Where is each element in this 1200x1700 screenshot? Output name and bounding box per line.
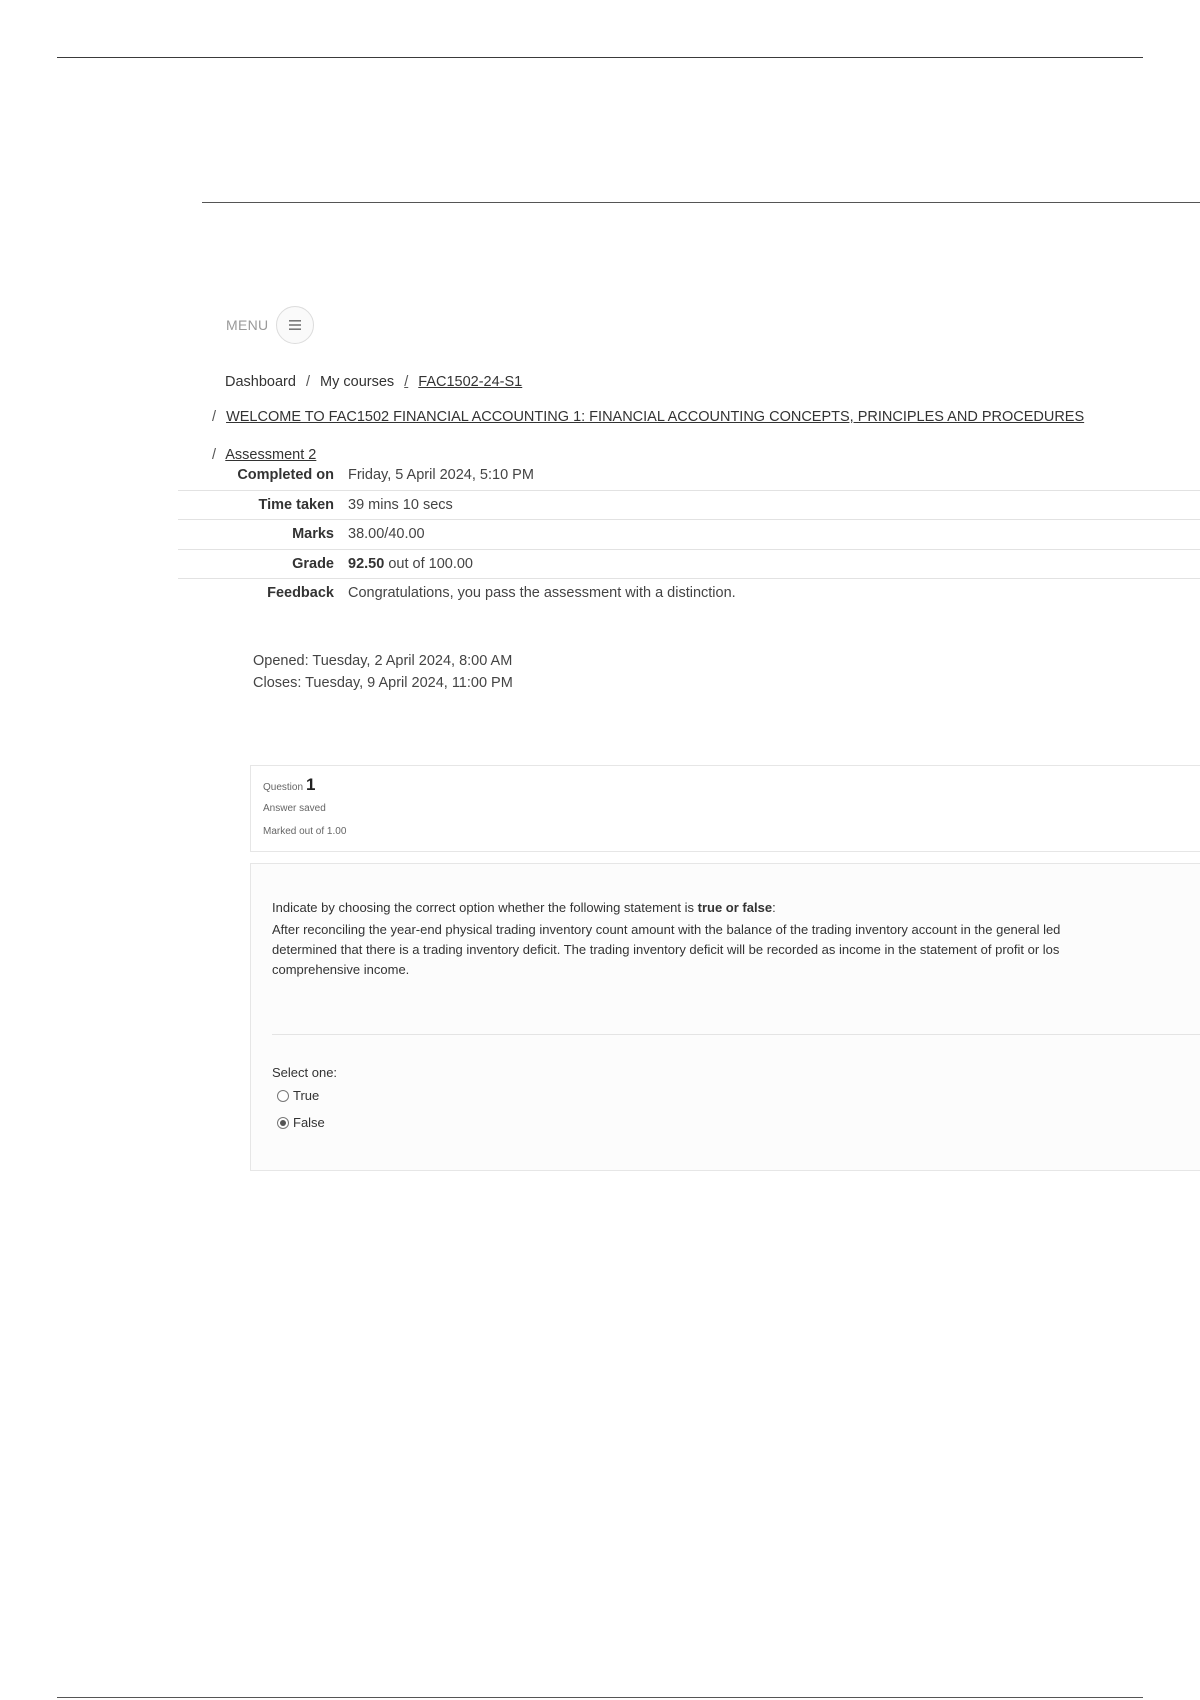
breadcrumb-separator: / — [212, 409, 217, 425]
time-value: 39 mins 10 secs — [348, 496, 453, 513]
attempt-summary — [178, 461, 1200, 608]
completed-label: Completed on — [237, 467, 334, 483]
question-statement-line: determined that there is a trading inventory deficit. The trading inventory deficit will be recorded as income in the statement of profit or los — [272, 942, 1060, 957]
summary-row-feedback — [178, 579, 1200, 608]
option-true[interactable] — [277, 1088, 319, 1103]
grade-score: 92.50 — [348, 555, 385, 572]
question-divider — [272, 1034, 1200, 1035]
menu-button[interactable] — [276, 306, 314, 344]
select-one-prompt: Select one: — [272, 1065, 338, 1080]
question-statement-line: After reconciling the year-end physical trading inventory count amount with the balance of the trading inventory account in the general led — [272, 922, 1061, 937]
question-state: Answer saved — [263, 803, 326, 814]
breadcrumb-separator: / — [404, 374, 409, 390]
bottom-rule — [57, 1697, 1143, 1698]
option-false-label: False — [293, 1115, 325, 1130]
opened-date: Opened: Tuesday, 2 April 2024, 8:00 AM — [253, 653, 513, 669]
breadcrumb-course-code[interactable]: FAC1502-24-S1 — [418, 374, 523, 390]
breadcrumb-separator: / — [305, 374, 310, 390]
grade-label: Grade — [292, 555, 334, 572]
marks-label: Marks — [292, 526, 334, 542]
instruction-prefix: Indicate by choosing the correct option whether the following statement is — [272, 900, 698, 915]
grade-value — [348, 556, 473, 572]
question-label: Question — [263, 782, 304, 793]
grade-out-of: out of 100.00 — [388, 555, 473, 572]
assessment-dates — [253, 650, 513, 694]
breadcrumb-dashboard[interactable]: Dashboard — [225, 374, 296, 390]
instruction-bold: true or false — [697, 900, 773, 915]
option-false[interactable] — [277, 1115, 325, 1130]
option-true-label: True — [293, 1088, 320, 1103]
completed-value: Friday, 5 April 2024, 5:10 PM — [348, 467, 534, 483]
question-text — [272, 898, 1200, 980]
instruction-suffix: : — [772, 900, 776, 915]
hamburger-icon — [288, 319, 302, 331]
breadcrumb-course-row — [212, 409, 1084, 425]
radio-true[interactable] — [277, 1090, 289, 1102]
question-statement-line: comprehensive income. — [272, 962, 410, 977]
question-grade: Marked out of 1.00 — [263, 826, 347, 837]
summary-row-marks — [178, 520, 1200, 550]
time-label: Time taken — [258, 496, 334, 513]
summary-row-completed — [178, 461, 1200, 491]
summary-row-time — [178, 491, 1200, 521]
breadcrumb — [225, 374, 522, 390]
top-rule — [57, 57, 1143, 58]
breadcrumb-separator: / — [212, 447, 217, 463]
radio-false[interactable] — [277, 1117, 289, 1129]
question-title — [263, 775, 316, 795]
question-number: 1 — [306, 775, 316, 794]
closes-date: Closes: Tuesday, 9 April 2024, 11:00 PM — [253, 675, 513, 691]
marks-value: 38.00/40.00 — [348, 526, 425, 542]
menu-label: MENU — [226, 317, 269, 333]
breadcrumb-course-title[interactable]: WELCOME TO FAC1502 FINANCIAL ACCOUNTING 1: FINANCIAL ACCOUNTING CONCEPTS, PRINCIPLES AND PROCEDURES — [226, 409, 1085, 425]
question-content-panel — [250, 863, 1200, 1171]
header-divider — [202, 202, 1200, 203]
menu-toggle[interactable] — [226, 306, 314, 344]
question-instruction — [272, 898, 1200, 918]
breadcrumb-my-courses[interactable]: My courses — [320, 374, 395, 390]
breadcrumb-assessment[interactable]: Assessment 2 — [225, 447, 317, 463]
question-info-panel — [250, 765, 1200, 852]
feedback-label: Feedback — [267, 585, 334, 601]
feedback-value: Congratulations, you pass the assessment with a distinction. — [348, 585, 736, 601]
summary-row-grade — [178, 550, 1200, 580]
